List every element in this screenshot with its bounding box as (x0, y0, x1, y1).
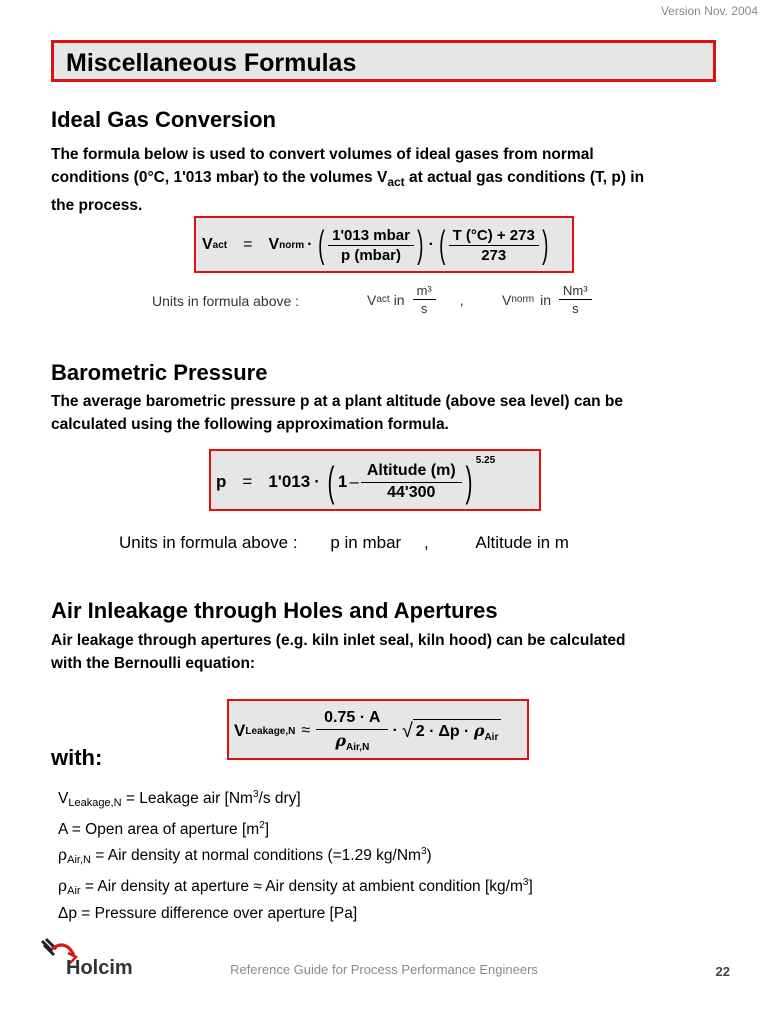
baro-units: Units in formula above : p in mbar , Altitude in m (119, 533, 569, 552)
holcim-logo (40, 935, 150, 985)
baro-formula: p = 1'013 · ( 1 – $\frac{\text{Altitude (m)}}{44'300}$ ) 5.25 (216, 455, 496, 505)
gas-para-line3: the process. (51, 197, 143, 214)
list-item: A = Open area of aperture $[m^2]$ (58, 819, 270, 838)
air-para-line2: with the Bernoulli equation: (51, 655, 256, 672)
gas-units-v-norm: V norm in $\frac{\text{Nm³}}{s}$ (502, 283, 592, 316)
air-para-line1: Air leakage through apertures (e.g. kiln inlet seal, kiln hood) can be calculated (51, 632, 626, 649)
baro-formula-box (209, 449, 541, 511)
gas-para-line2: conditions (0°C, 1'013 mbar) to the volumes $V_{act}$ at actual gas conditions (T, p) in (51, 169, 645, 189)
variable-list (58, 784, 533, 925)
page-number: 22 (715, 964, 730, 979)
baro-para-line1: The average barometric pressure p at a plant altitude (above sea level) can be (51, 393, 624, 410)
baro-heading: Barometric Pressure (51, 360, 268, 385)
list-item: ρAir,N = Air density at normal conditions (=1.29 kg/Nm$^3$) (58, 846, 432, 867)
version-label: Version Nov. 2004 (660, 4, 758, 18)
gas-formula: V act = V norm · ( $\frac{\text{1'013 mbar}}{\text{p (mbar)}}$ ) · ( $\frac{T (^\circ C) + 273}{273}$ ) (202, 223, 549, 266)
list-item: VLeakage,N = Leakage air [Nm$^3$/s dry] (58, 789, 301, 810)
baro-para-line2: calculated using the following approximation formula. (51, 416, 449, 433)
footer-guide: Reference Guide for Process Performance Engineers (230, 962, 538, 977)
gas-formula-box (194, 216, 574, 273)
air-formula-box (227, 699, 529, 760)
page-title-box (51, 40, 716, 82)
air-heading: Air Inleakage through Holes and Apertures (51, 598, 498, 623)
with-label: with: (51, 745, 103, 770)
gas-units-label: Units in formula above : (152, 293, 300, 309)
page-title: Miscellaneous Formulas (66, 49, 357, 77)
list-item: ρAir = Air density at aperture ≈ Air density at ambient condition $[kg/m^3]$ (58, 876, 533, 898)
gas-units-v-act: V act in $\frac{\text{m³}}{s}$ , (367, 283, 464, 316)
gas-paragraph (51, 143, 751, 217)
list-item: Δp = Pressure difference over aperture [Pa] (58, 904, 358, 922)
gas-para-line1: The formula below is used to convert volumes of ideal gases from normal (51, 146, 594, 163)
air-paragraph (51, 629, 751, 675)
gas-heading: Ideal Gas Conversion (51, 107, 276, 132)
baro-paragraph (51, 390, 751, 436)
holcim-logo-text: Holcim (66, 957, 133, 979)
air-formula: V Leakage,N ≈ $\frac{0.75 \cdot A}{\rho_{Air,N}}$ · √ $2 \cdot \Delta p \cdot \rho_{Air}$ (234, 706, 501, 756)
